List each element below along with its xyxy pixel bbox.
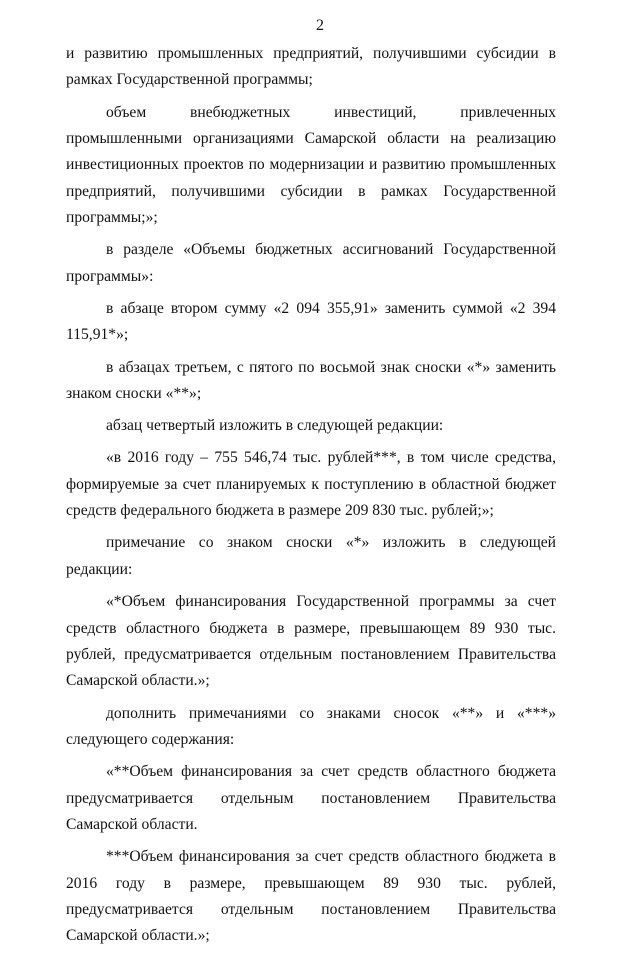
paragraph-11: «**Объем финансирования за счет средств областного бюджета предусматривается отдельным постановлением Правительства Самарской области. — [66, 763, 556, 833]
page-number: 2 — [316, 17, 324, 34]
paragraph-4: в абзаце втором сумму «2 094 355,91» заменить суммой «2 394 115,91*»; — [66, 300, 556, 344]
paragraph-10: дополнить примечаниями со знаками сносок «**» и «***» следующего содержания: — [66, 704, 556, 748]
paragraph-1: и развитию промышленных предприятий, получившими субсидии в рамках Государственной программы; — [66, 45, 556, 89]
paragraph-8: примечание со знаком сноски «*» изложить в следующей редакции: — [66, 534, 556, 578]
paragraph-3: в разделе «Объемы бюджетных ассигнований Государственной программы»: — [66, 241, 556, 285]
paragraph-5: в абзацах третьем, с пятого по восьмой знак сноски «*» заменить знаком сноски «**»; — [66, 358, 556, 403]
paragraph-12: ***Объем финансирования за счет средств областного бюджета в 2016 году в размере, превышающем 89 930 тыс. рублей, предусматривается отдельным постановлением Правительства Самарской области.»; — [66, 848, 556, 945]
paragraph-6: абзац четвертый изложить в следующей редакции: — [106, 417, 444, 435]
paragraph-9: «*Объем финансирования Государственной программы за счет средств областного бюджета в размере, превышающем 89 930 тыс. рублей, предусматривается отдельным постановлением Правительства Самарской области.»; — [66, 593, 556, 690]
paragraph-2: объем внебюджетных инвестиций, привлеченных промышленными организациями Самарской области на реализацию инвестиционных проектов по модернизации и развитию промышленных предприятий, получившими субсидии в рамках Государственной программы;»; — [66, 103, 556, 227]
document-body — [66, 41, 556, 956]
paragraph-7: «в 2016 году – 755 546,74 тыс. рублей***, в том числе средства, формируемые за счет планируемых к поступлению в областной бюджет средств федерального бюджета в размере 209 830 тыс. рублей;»; — [66, 449, 556, 520]
